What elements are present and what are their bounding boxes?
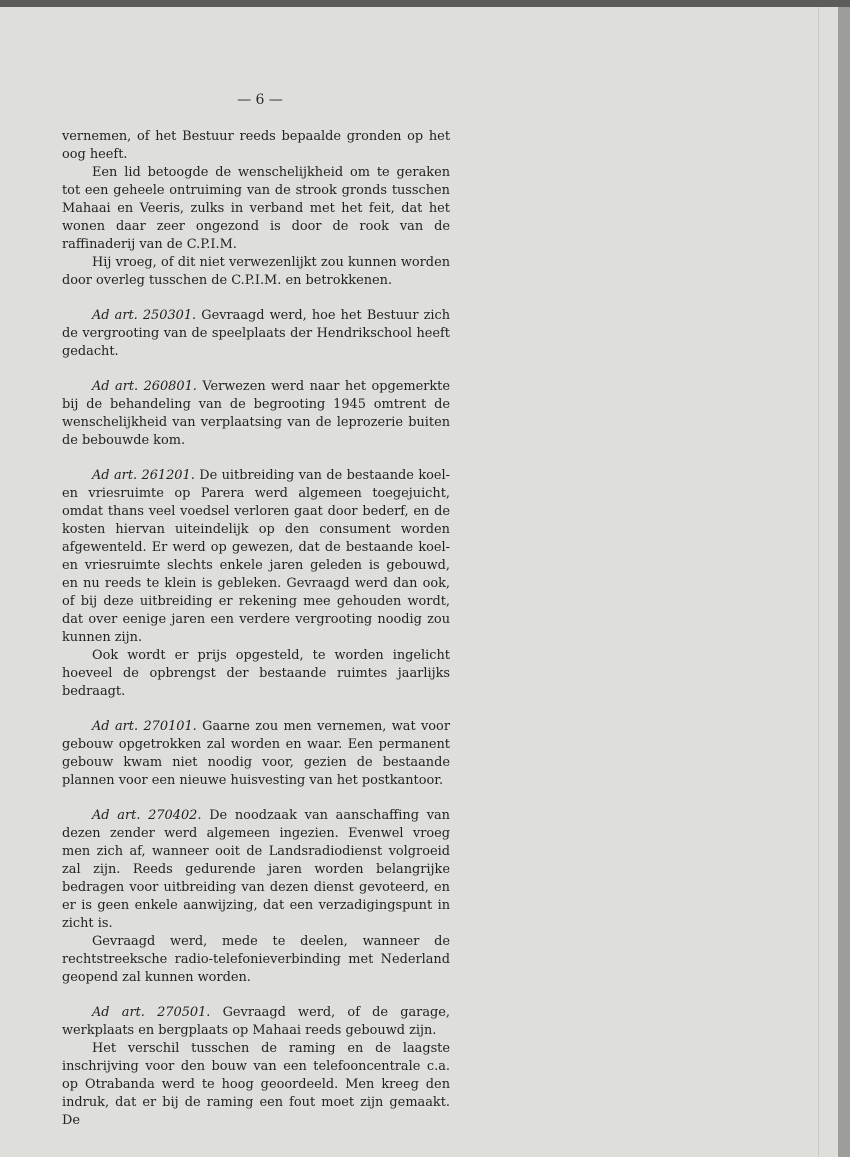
article-paragraph: Ad art. 270501. Gevraagd werd, of de garage, werkplaats en bergplaats op Mahaai reeds gebouwd zijn.: [62, 1005, 451, 1038]
article-paragraph: Ad art. 270101. Gaarne zou men vernemen, wat voor gebouw opgetrokken zal worden en waar. Een permanent gebouw kwam niet noodig voor, gezien de bestaande plannen voor een nieuwe huisvesting van het postkantoor.: [62, 719, 450, 788]
article-reference: Ad art. 250301.: [92, 308, 197, 323]
scan-right-edge: [838, 7, 850, 1157]
scan-top-edge: [0, 0, 850, 7]
paragraph: Gevraagd werd, mede te deelen, wanneer de rechtstreeksche radio-telefonieverbinding met Nederland geopend zal kunnen worden.: [62, 934, 450, 985]
article-paragraph: Ad art. 270402. De noodzaak van aanschaffing van dezen zender werd algemeen ingezien. Evenwel vroeg men zich af, wanneer ooit de Landsradiodienst volgroeid zal zijn. Reeds gedurende jaren worden belangrijke bedragen voor uitbreiding van dezen dienst gevoteerd, en er is geen enkele aanwijzing, dat een verzadigingspunt in zicht is.: [62, 808, 450, 931]
article-reference: Ad art. 260801.: [92, 379, 197, 394]
paragraph: Het verschil tusschen de raming en de laagste inschrijving voor den bouw van een telefooncentrale c.a. op Otrabanda werd te hoog geoordeeld. Men kreeg den indruk, dat er bij de raming een fout moet zijn gemaakt. De: [62, 1041, 450, 1128]
paragraph: Ook wordt er prijs opgesteld, te worden ingelicht hoeveel de opbrengst der bestaande ruimtes jaarlijks bedraagt.: [62, 648, 450, 699]
body-text: [62, 128, 450, 1130]
paragraph: vernemen, of het Bestuur reeds bepaalde gronden op het oog heeft.: [62, 129, 450, 162]
article-reference: Ad art. 261201.: [92, 468, 195, 483]
article-paragraph: Ad art. 261201. De uitbreiding van de bestaande koel- en vriesruimte op Parera werd algemeen toegejuicht, omdat thans veel voedsel verloren gaat door bederf, en de kosten hiervan uiteindelijk op den consument worden afgewenteld. Er werd op gewezen, dat de bestaande koel- en vriesruimte slechts enkele jaren geleden is gebouwd, en nu reeds te klein is gebleken. Gevraagd werd dan ook, of bij deze uitbreiding er rekening mee gehouden wordt, dat over eenige jaren een verdere vergrooting noodig zou kunnen zijn.: [62, 468, 450, 645]
article-paragraph: Ad art. 250301. Gevraagd werd, hoe het Bestuur zich de vergrooting van de speelplaats der Hendrikschool heeft gedacht.: [62, 308, 451, 359]
article-reference: Ad art. 270402.: [92, 808, 202, 823]
paragraph: Een lid betoogde de wenschelijkheid om te geraken tot een geheele ontruiming van de strook gronds tusschen Mahaai en Veeris, zulks in verband met het feit, dat het wonen daar zeer ongezond is door de rook van de raffinaderij van de C.P.I.M.: [62, 165, 450, 252]
page-number: — 6 —: [237, 92, 283, 108]
article-reference: Ad art. 270101.: [92, 719, 197, 734]
article-reference: Ad art. 270501.: [92, 1005, 211, 1020]
paragraph: Hij vroeg, of dit niet verwezenlijkt zou kunnen worden door overleg tusschen de C.P.I.M. en betrokkenen.: [62, 255, 450, 288]
article-paragraph: Ad art. 260801. Verwezen werd naar het opgemerkte bij de behandeling van de begrooting 1945 omtrent de wenschelijkheid van verplaatsing van de leprozerie buiten de bebouwde kom.: [62, 379, 450, 448]
page-fold-line: [818, 7, 819, 1157]
